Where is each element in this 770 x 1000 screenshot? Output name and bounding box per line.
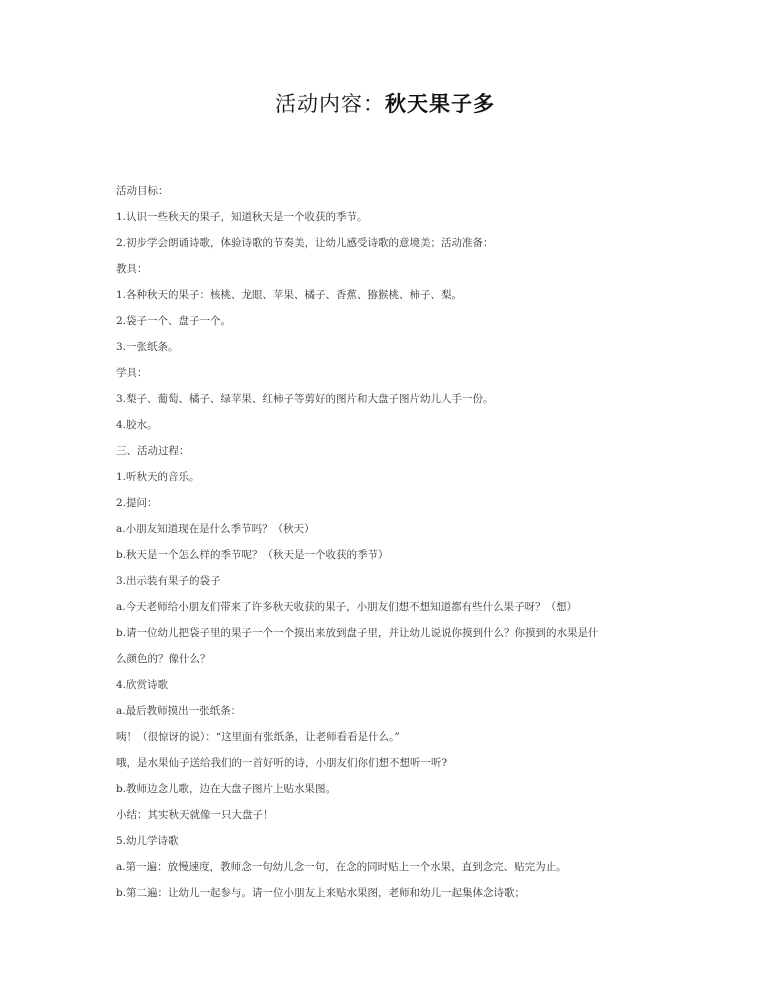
dialogue-line-2: 哦，是水果仙子送给我们的一首好听的诗，小朋友们你们想不想听一听? bbox=[116, 757, 448, 769]
learning-aid-item-3: 3.梨子、葡萄、橘子、绿苹果、红柿子等剪好的图片和大盘子图片幼儿人手一份。 bbox=[116, 393, 494, 405]
process-step-3b-continued: 么颜色的？像什么？ bbox=[116, 653, 211, 665]
teaching-aid-item-1: 1.各种秋天的果子：核桃、龙眼、苹果、橘子、香蕉、猕猴桃、柿子、梨。 bbox=[116, 289, 463, 301]
process-step-4: 4.欣赏诗歌 bbox=[116, 679, 169, 691]
process-step-3b: b.请一位幼儿把袋子里的果子一个一个摸出来放到盘子里，并让幼儿说说你摸到什么？你摸到的水果是什 bbox=[116, 627, 599, 639]
dialogue-line-1: 咦！（很惊讶的说）：“这里面有张纸条，让老师看看是什么。” bbox=[116, 731, 400, 743]
process-step-5: 5.幼儿学诗歌 bbox=[116, 835, 179, 847]
process-step-4a: a.最后教师摸出一张纸条： bbox=[116, 705, 242, 717]
document-body bbox=[116, 178, 656, 906]
process-step-2b: b.秋天是一个怎么样的季节呢？（秋天是一个收获的季节） bbox=[116, 549, 389, 561]
process-step-2: 2.提问： bbox=[116, 497, 158, 509]
section-heading-learning-aids: 学具： bbox=[116, 367, 148, 379]
teaching-aid-item-2: 2.袋子一个、盘子一个。 bbox=[116, 315, 232, 327]
section-heading-teaching-aids: 教具： bbox=[116, 263, 148, 275]
summary-line: 小结：其实秋天就像一只大盘子！ bbox=[116, 809, 274, 821]
process-step-2a: a.小朋友知道现在是什么季节吗？（秋天） bbox=[116, 523, 315, 535]
process-step-3a: a.今天老师给小朋友们带来了许多秋天收获的果子，小朋友们想不想知道都有些什么果子呀？（想） bbox=[116, 601, 578, 613]
learning-aid-item-4: 4.胶水。 bbox=[116, 419, 158, 431]
page-title bbox=[0, 88, 770, 118]
process-step-5a: a.第一遍：放慢速度，教师念一句幼儿念一句，在念的同时贴上一个水果，直到念完、贴完为止。 bbox=[116, 861, 567, 873]
process-step-1: 1.听秋天的音乐。 bbox=[116, 471, 200, 483]
process-step-5b: b.第二遍：让幼儿一起参与。请一位小朋友上来贴水果图，老师和幼儿一起集体念诗歌； bbox=[116, 887, 526, 899]
title-main: 秋天果子多 bbox=[385, 91, 495, 116]
process-step-4b: b.教师边念儿歌，边在大盘子图片上贴水果图。 bbox=[116, 783, 337, 795]
goal-item-1: 1.认识一些秋天的果子，知道秋天是一个收获的季节。 bbox=[116, 211, 368, 223]
title-prefix: 活动内容： bbox=[275, 92, 385, 116]
goal-item-2: 2.初步学会朗诵诗歌，体验诗歌的节奏美，让幼儿感受诗歌的意境美；活动准备： bbox=[116, 237, 494, 249]
section-heading-process: 三、活动过程： bbox=[116, 445, 190, 457]
process-step-3: 3.出示装有果子的袋子 bbox=[116, 575, 221, 587]
teaching-aid-item-3: 3.一张纸条。 bbox=[116, 341, 179, 353]
section-heading-goals: 活动目标： bbox=[116, 185, 169, 197]
